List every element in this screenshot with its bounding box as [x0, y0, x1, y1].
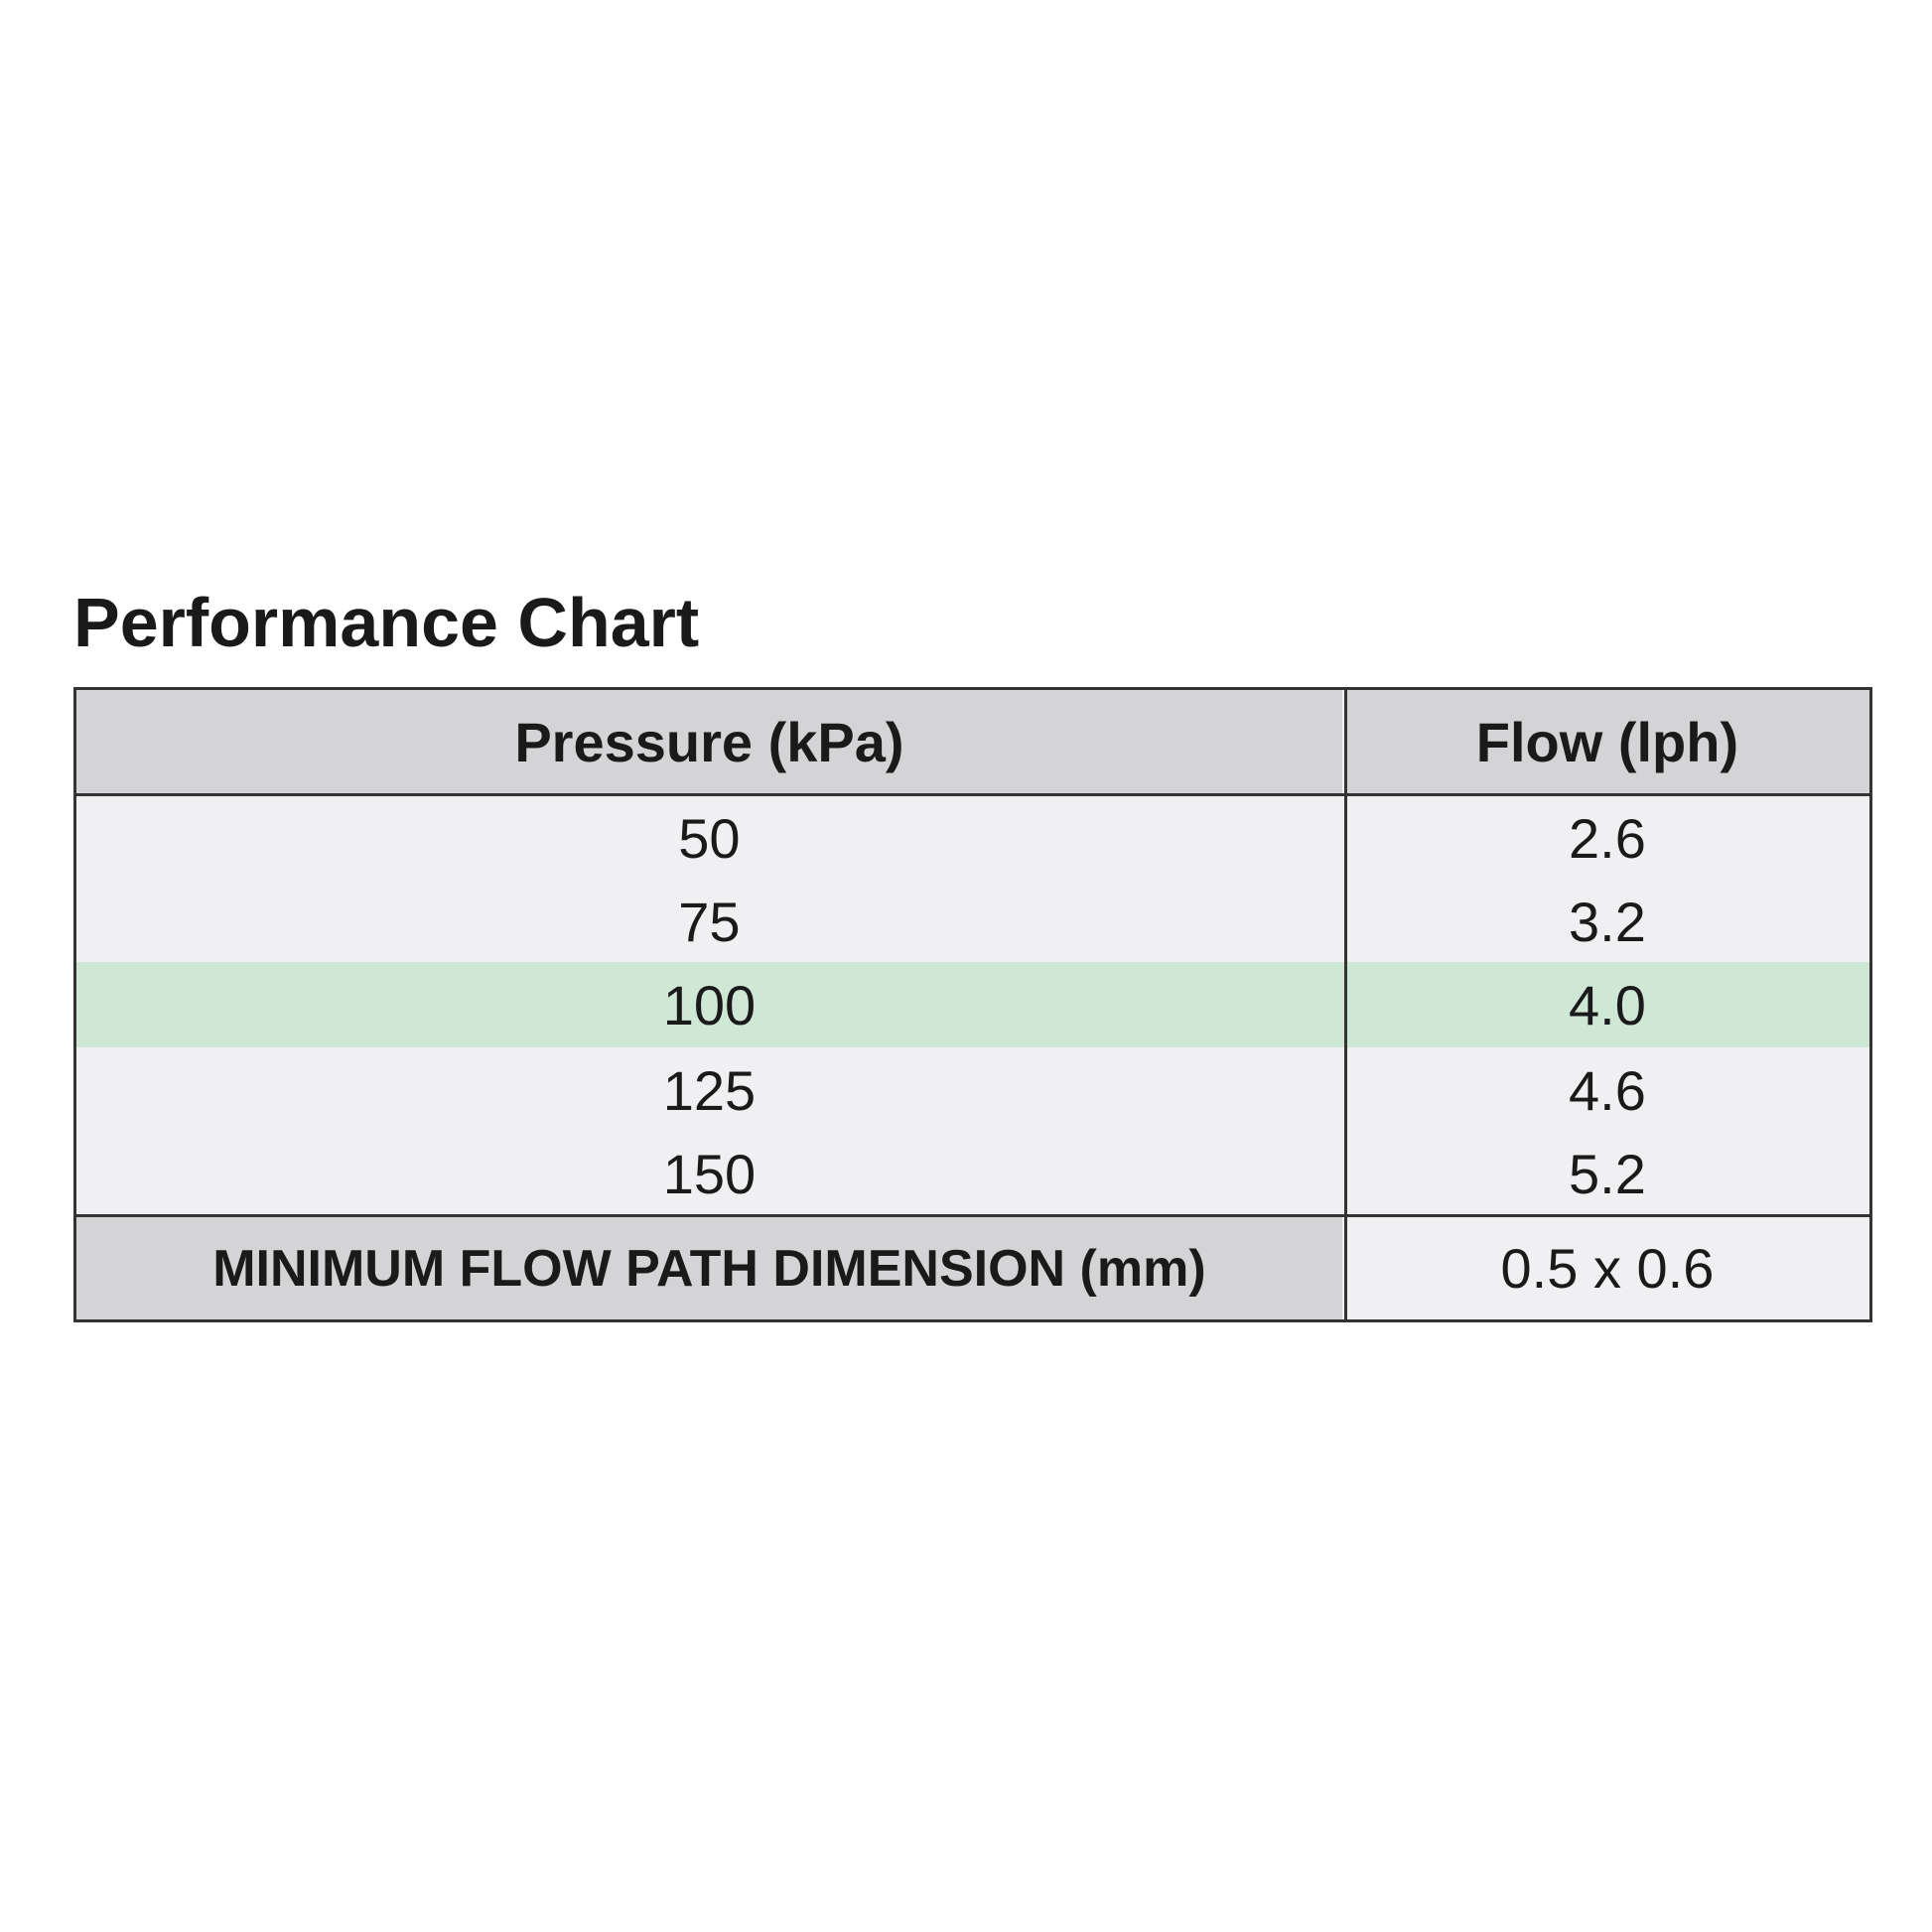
- performance-table: [73, 687, 1872, 1322]
- pressure-cell: 50: [678, 807, 741, 870]
- footer-label: MINIMUM FLOW PATH DIMENSION (mm): [76, 1217, 1342, 1319]
- table-header-row: [76, 690, 1869, 793]
- table-row: [76, 881, 1869, 962]
- header-pressure: Pressure (kPa): [76, 690, 1342, 793]
- table-footer-row: [76, 1217, 1869, 1319]
- pressure-cell: 75: [678, 890, 741, 953]
- pressure-cell: 125: [662, 1058, 757, 1122]
- table-row-highlighted: [76, 962, 1869, 1047]
- footer-value: 0.5 x 0.6: [1345, 1217, 1869, 1319]
- flow-cell: 5.2: [1569, 1142, 1646, 1205]
- table-row: [76, 1133, 1869, 1214]
- pressure-cell: 100: [662, 973, 757, 1036]
- flow-cell: 2.6: [1569, 807, 1646, 870]
- page-title: Performance Chart: [73, 584, 700, 661]
- flow-cell: 3.2: [1569, 890, 1646, 953]
- pressure-cell: 150: [662, 1142, 757, 1205]
- header-flow: Flow (lph): [1345, 690, 1869, 793]
- table-row: [76, 796, 1869, 881]
- table-row: [76, 1047, 1869, 1133]
- flow-cell: 4.0: [1569, 973, 1646, 1036]
- flow-cell: 4.6: [1569, 1058, 1646, 1122]
- column-divider: [1344, 690, 1347, 1319]
